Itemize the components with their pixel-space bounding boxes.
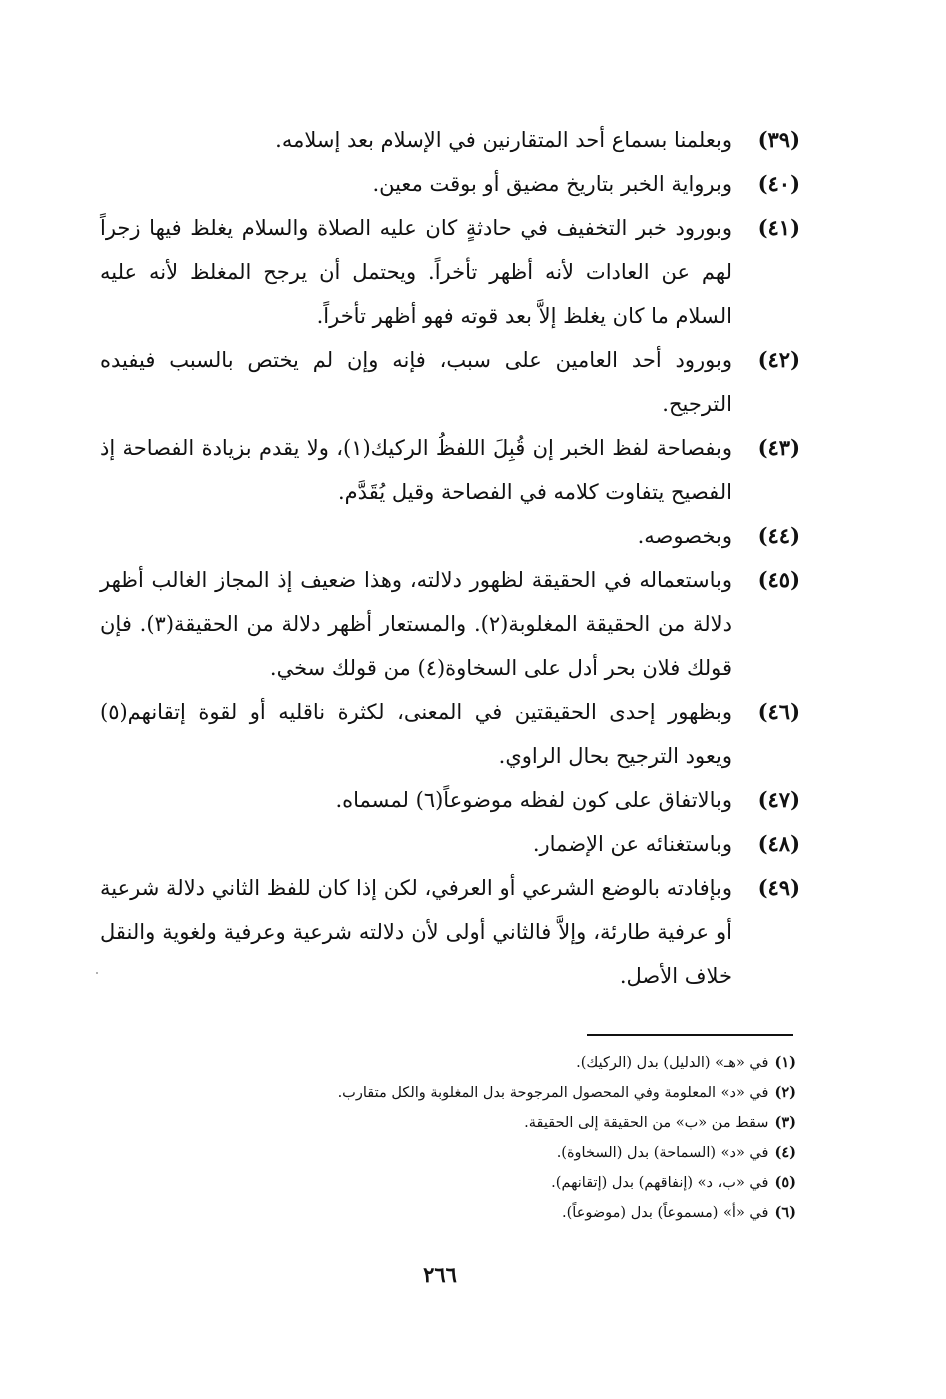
item-number: (٤٠) — [757, 171, 800, 196]
list-item — [100, 514, 800, 558]
item-text: وبرواية الخبر بتاريخ مضيق أو بوقت معين. — [372, 172, 732, 196]
footnote — [140, 1078, 796, 1108]
item-text: وبورود أحد العامين على سبب، فإنه وإن لم يختص بالسبب فيفيده الترجيح. — [100, 348, 732, 416]
list-item — [100, 338, 800, 426]
item-text: وبإفادته بالوضع الشرعي أو العرفي، لكن إذا كان للفظ الثاني دلالة شرعية أو عرفية طارئة، وإلاَّ فالثاني أولى لأن دلالته شرعية وعرفية ولغوية والنقل خلاف الأصل. — [100, 876, 732, 988]
footnotes — [140, 1048, 796, 1228]
list-item — [100, 778, 800, 822]
item-number: (٤٩) — [757, 875, 800, 900]
footnote-text: في «أ» (مسموعاً) بدل (موضوعاً). — [562, 1205, 769, 1221]
item-number: (٤٤) — [757, 523, 800, 548]
footnote — [140, 1168, 796, 1198]
item-text: وبفصاحة لفظ الخبر إن قُبِلَ اللفظُ الركيك(١)، ولا يقدم بزيادة الفصاحة إذ الفصيح يتفاوت كلامه في الفصاحة وقيل يُقَدَّم. — [100, 436, 732, 504]
item-number: (٣٩) — [757, 127, 800, 152]
item-text: وبظهور إحدى الحقيقتين في المعنى، لكثرة ناقليه أو لقوة إتقانهم(٥) ويعود الترجيح بحال الراوي. — [100, 700, 732, 768]
list-item — [100, 426, 800, 514]
footnote-number: (٦) — [774, 1204, 796, 1221]
item-number: (٤٦) — [757, 699, 800, 724]
footnote-text: في «هـ» (الدليل) بدل (الركيك). — [576, 1055, 769, 1071]
list-item — [100, 118, 800, 162]
item-number: (٤٢) — [757, 347, 800, 372]
footnote-number: (١) — [774, 1054, 796, 1071]
list-item — [100, 558, 800, 690]
item-text: وبالاتفاق على كون لفظه موضوعاً(٦) لمسماه. — [335, 788, 732, 812]
scan-speck — [96, 972, 98, 974]
list-item — [100, 206, 800, 338]
footnote-number: (٤) — [774, 1144, 796, 1161]
footnote-number: (٣) — [774, 1114, 796, 1131]
footnote-number: (٥) — [774, 1174, 796, 1191]
footnote — [140, 1198, 796, 1228]
footnote-text: سقط من «ب» من الحقيقة إلى الحقيقة. — [524, 1115, 769, 1131]
item-number: (٤٨) — [757, 831, 800, 856]
footnote-text: في «د» المعلومة وفي المحصول المرجوحة بدل المغلوبة والكل متقارب. — [337, 1085, 769, 1101]
item-text: وباستغنائه عن الإضمار. — [532, 832, 732, 856]
item-number: (٤٣) — [757, 435, 800, 460]
footnote-separator — [587, 1034, 793, 1036]
item-text: وبخصوصه. — [637, 524, 732, 548]
footnote-number: (٢) — [774, 1084, 796, 1101]
item-text: وبورود خبر التخفيف في حادثةٍ كان عليه الصلاة والسلام يغلظ فيها زجراً لهم عن العادات لأنه أظهر تأخراً. ويحتمل أن يرجح المغلظ لأنه عليه السلام ما كان يغلظ إلاَّ بعد قوته فهو أظهر تأخراً. — [100, 216, 732, 328]
page-number: ٢٦٦ — [423, 1262, 457, 1287]
list-item — [100, 822, 800, 866]
footnote — [140, 1108, 796, 1138]
item-number: (٤٥) — [757, 567, 800, 592]
item-number: (٤٧) — [757, 787, 800, 812]
main-text-block — [100, 118, 800, 998]
item-text: وباستعماله في الحقيقة لظهور دلالته، وهذا ضعيف إذ المجاز الغالب أظهر دلالة من الحقيقة المغلوبة(٢). والمستعار أظهر دلالة من الحقيقة(٣). فإن قولك فلان بحر أدل على السخاوة(٤) من قولك سخي. — [100, 568, 733, 680]
footnote-text: في «د» (السماحة) بدل (السخاوة). — [556, 1145, 769, 1161]
item-number: (٤١) — [757, 215, 800, 240]
item-text: وبعلمنا بسماع أحد المتقارنين في الإسلام بعد إسلامه. — [275, 128, 732, 152]
footnote — [140, 1048, 796, 1078]
footnote-text: في «ب، د» (إنفاقهم) بدل (إتقانهم). — [551, 1175, 769, 1191]
list-item — [100, 690, 800, 778]
list-item — [100, 162, 800, 206]
footnote — [140, 1138, 796, 1168]
list-item — [100, 866, 800, 998]
